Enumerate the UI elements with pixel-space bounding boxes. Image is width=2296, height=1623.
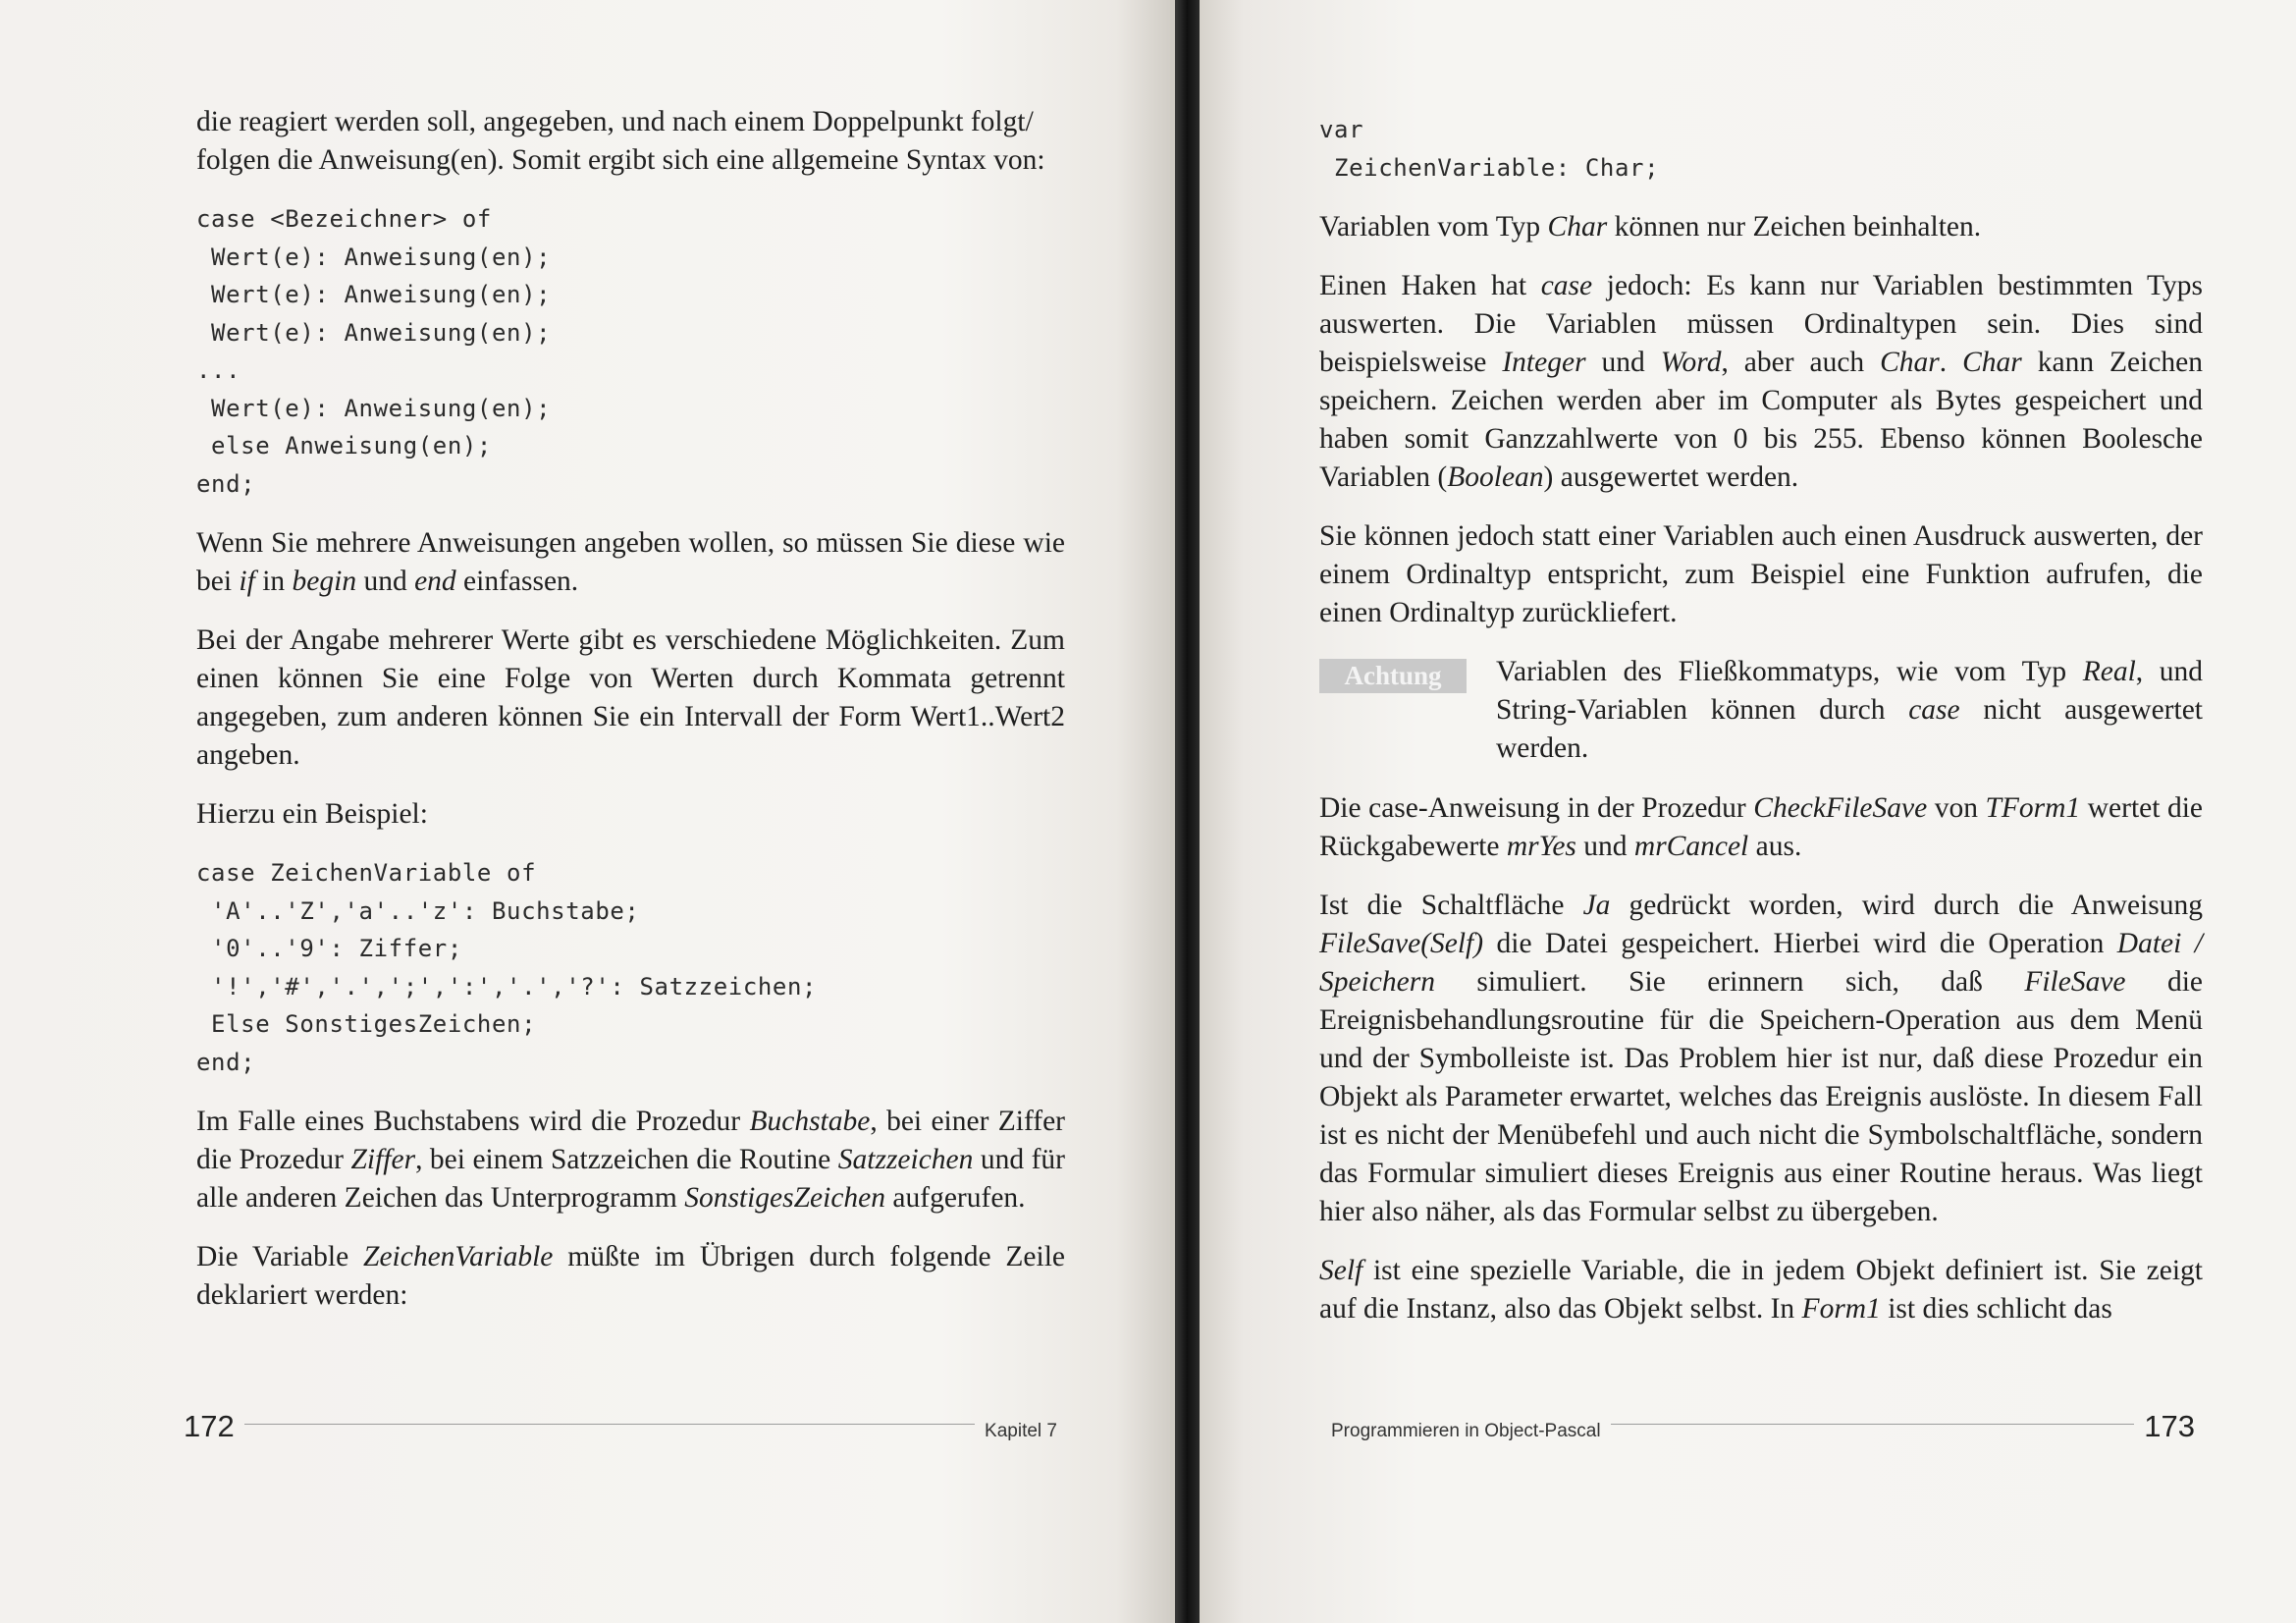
right-footer — [1331, 1407, 2195, 1446]
footer-rule — [244, 1424, 975, 1425]
footer-rule — [1611, 1424, 2135, 1425]
running-head: Kapitel 7 — [985, 1421, 1057, 1441]
left-footer — [184, 1407, 1057, 1446]
paragraph: Self ist eine spezielle Variable, die in jedem Objekt definiert ist. Sie zeigt auf die Instanz, also das Objekt selbst. In Form1 ist dies schlicht das — [1319, 1255, 2203, 1325]
right-page — [1200, 0, 2296, 1623]
page-number: 173 — [2144, 1409, 2195, 1443]
paragraph: Sie können jedoch statt einer Variablen auch einen Ausdruck auswerten, der einem Ordinaltyp entspricht, zum Beispiel eine Funktion aufrufen, die einen Ordinaltyp zurückliefert. — [1319, 520, 2203, 628]
paragraph: Einen Haken hat case jedoch: Es kann nur Variablen bestimmten Typs auswerten. Die Variablen müssen Ordinaltypen sein. Dies sind beispielsweise Integer und Word, aber auch Char. Char kann Zeichen speichern. Zeichen werden aber im Computer als Bytes gespeichert und haben somit Ganzzahlwerte von 0 bis 255. Ebenso können Boolesche Variablen (Boolean) ausgewertet werden. — [1319, 270, 2204, 493]
paragraph: Wenn Sie mehrere Anweisungen angeben wollen, so müssen Sie diese wie bei if in begin und end einfassen. — [196, 527, 1065, 597]
paragraph: Variablen vom Typ Char können nur Zeichen beinhalten. — [1319, 211, 1982, 243]
page-number: 172 — [184, 1409, 235, 1443]
book-gutter — [1175, 0, 1200, 1623]
paragraph: Im Falle eines Buchstabens wird die Prozedur Buchstabe, bei einer Ziffer die Prozedur Ziffer, bei einem Satzzeichen die Routine Satzzeichen und für alle anderen Zeichen das Unterprogramm SonstigesZeichen aufgerufen. — [196, 1106, 1066, 1214]
paragraph: Hierzu ein Beispiel: — [196, 798, 428, 830]
paragraph: Die Variable ZeichenVariable müßte im Übrigen durch folgende Zeile deklariert werden: — [196, 1241, 1065, 1311]
paragraph: die reagiert werden soll, angegeben, und nach einem Doppelpunkt folgt/ folgen die Anweisung(en). Somit ergibt sich eine allgemeine Syntax von: — [196, 106, 1045, 176]
warning-badge: Achtung — [1319, 659, 1467, 693]
left-page-body — [196, 103, 1065, 1335]
running-head: Programmieren in Object-Pascal — [1331, 1421, 1601, 1441]
code-block: var ZeichenVariable: Char; — [1319, 116, 1660, 182]
code-block: case ZeichenVariable of 'A'..'Z','a'..'z': Buchstabe; '0'..'9': Ziffer; '!','#','.',';',':','.','?': Satzzeichen; Else SonstigesZeichen; end; — [196, 859, 818, 1076]
code-block: case <Bezeichner> of Wert(e): Anweisung(en); Wert(e): Anweisung(en); Wert(e): Anweisung(en); ... Wert(e): Anweisung(en); else Anweisung(en); end; — [196, 205, 552, 498]
warning-note — [1319, 653, 2203, 768]
warning-text: Variablen des Fließkommatyps, wie vom Typ Real, und String-Variablen können durch case nicht ausgewertet werden. — [1496, 656, 2204, 764]
paragraph: Bei der Angabe mehrerer Werte gibt es verschiedene Möglichkeiten. Zum einen können Sie eine Folge von Werten durch Kommata getrennt angegeben, zum anderen können Sie ein Intervall der Form Wert1..Wert2 angeben. — [196, 624, 1065, 771]
paragraph: Die case-Anweisung in der Prozedur CheckFileSave von TForm1 wertet die Rückgabewerte mrYes und mrCancel aus. — [1319, 792, 2203, 862]
paragraph: Ist die Schaltfläche Ja gedrückt worden, wird durch die Anweisung FileSave(Self) die Datei gespeichert. Hierbei wird die Operation Datei / Speichern simuliert. Sie erinnern sich, daß FileSave die Ereignisbehandlungsroutine für die Speichern-Operation aus dem Menü und der Symbolleiste ist. Das Problem hier ist nur, daß diese Prozedur ein Objekt als Parameter erwartet, welches das Ereignis auslöste. In diesem Fall ist es nicht der Menübefehl und auch nicht die Symbolschaltfläche, sondern das Formular simuliert dieses Ereignis aus einer Routine heraus. Was liegt hier also näher, als das Formular selbst zu übergeben. — [1319, 890, 2203, 1227]
right-page-body — [1319, 111, 2203, 1349]
